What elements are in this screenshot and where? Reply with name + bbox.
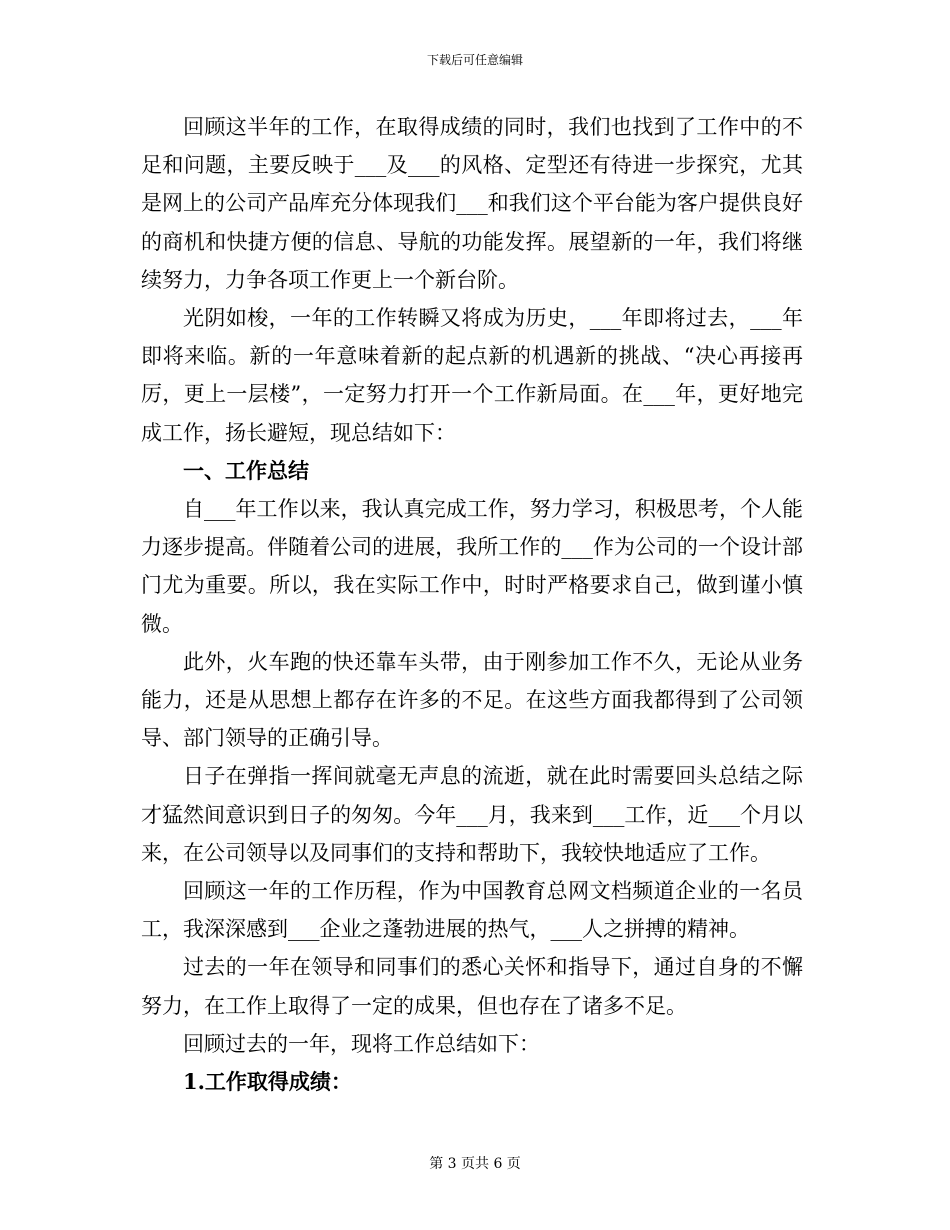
- section-heading-work-summary: 一、工作总结: [183, 457, 309, 483]
- paragraph-past-year: 过去的一年在领导和同事们的悉心关怀和指导下，通过自身的不懈努力，在工作上取得了一定的成果，但也存在了诸多不足。: [141, 955, 803, 1018]
- paragraph-days-passing: 日子在弹指一挥间就毫无声息的流逝，就在此时需要回头总结之际才猛然间意识到日子的匆匆。今年___月，我来到___工作，近___个月以来，在公司领导以及同事们的支持和帮助下，我较快地适应了工作。: [141, 764, 803, 865]
- page-footer: 第 3 页共 6 页: [429, 1156, 521, 1172]
- page-header: 下载后可任意编辑: [426, 53, 523, 67]
- document-body: [141, 108, 803, 1101]
- paragraph-review-year-journey: 回顾这一年的工作历程，作为中国教育总网文档频道企业的一名员工，我深深感到___企业之蓬勃进展的热气，___人之拼搏的精神。: [141, 879, 803, 942]
- section-heading-achievements: 1.工作取得成绩：: [183, 1069, 352, 1095]
- paragraph-summary-intro: 回顾过去的一年，现将工作总结如下：: [183, 1031, 540, 1056]
- paragraph-since-joining: 自___年工作以来，我认真完成工作，努力学习，积极思考，个人能力逐步提高。伴随着公司的进展，我所工作的___作为公司的一个设计部门尤为重要。所以，我在实际工作中，时时严格要求自己，做到谨小慎微。: [141, 497, 803, 636]
- paragraph-in-addition: 此外，火车跑的快还靠车头带，由于刚参加工作不久，无论从业务能力，还是从思想上都存在许多的不足。在这些方面我都得到了公司领导、部门领导的正确引导。: [141, 649, 803, 751]
- paragraph-time-flies: 光阴如梭，一年的工作转瞬又将成为历史，___年即将过去，___年即将来临。新的一年意味着新的起点新的机遇新的挑战、“决心再接再厉，更上一层楼”，一定努力打开一个工作新局面。在___年，更好地完成工作，扬长避短，现总结如下：: [141, 306, 803, 445]
- paragraph-review-half-year: 回顾这半年的工作，在取得成绩的同时，我们也找到了工作中的不足和问题，主要反映于___及___的风格、定型还有待进一步探究，尤其是网上的公司产品库充分体现我们___和我们这个平台能为客户提供良好的商机和快捷方便的信息、导航的功能发挥。展望新的一年，我们将继续努力，力争各项工作更上一个新台阶。: [141, 115, 803, 292]
